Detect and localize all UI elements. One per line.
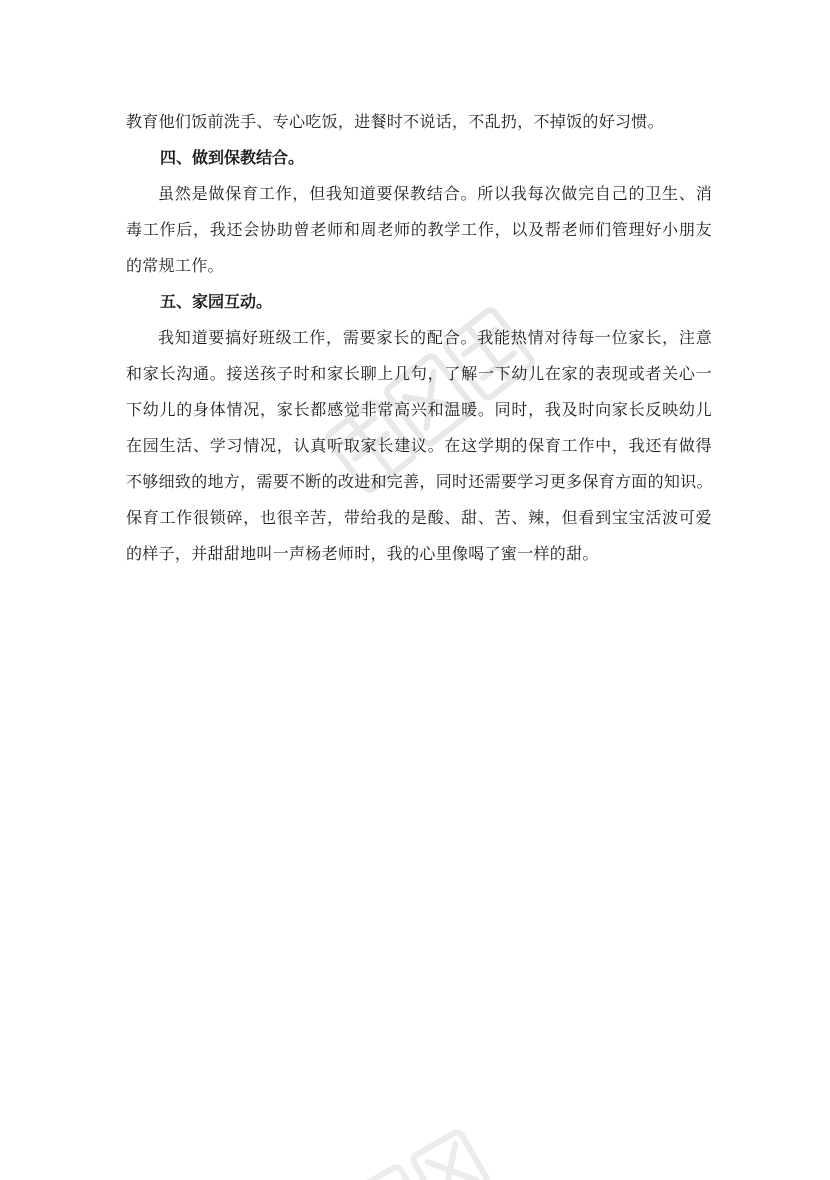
paragraph-line: 教育他们饭前洗手、专心吃饭，进餐时不说话，不乱扔，不掉饭的好习惯。 xyxy=(126,112,664,131)
section-heading-4: 四、做到保教结合。 xyxy=(160,148,305,167)
section-heading-5: 五、家园互动。 xyxy=(160,292,273,311)
paragraph-line: 虽然是做保育工作，但我知道要保教结合。所以我每次做完自己的卫生、消 xyxy=(158,184,712,203)
document-body xyxy=(126,104,712,572)
paragraph-line: 保育工作很锁碎，也很辛苦，带给我的是酸、甜、苦、辣，但看到宝宝活波可爱 xyxy=(126,508,712,527)
paragraph-line: 我知道要搞好班级工作，需要家长的配合。我能热情对待每一位家长，注意 xyxy=(158,328,712,347)
paragraph-line: 在园生活、学习情况，认真听取家长建议。在这学期的保育工作中，我还有做得 xyxy=(126,436,712,455)
paragraph-line: 的常规工作。 xyxy=(126,256,224,275)
paragraph-line: 毒工作后，我还会协助曾老师和周老师的教学工作，以及帮老师们管理好小朋友 xyxy=(126,220,712,239)
watermark-mark-bottom xyxy=(320,1110,540,1180)
paragraph-line: 下幼儿的身体情况，家长都感觉非常高兴和温暖。同时，我及时向家长反映幼儿 xyxy=(126,400,712,419)
paragraph-line: 不够细致的地方，需要不断的改进和完善，同时还需要学习更多保育方面的知识。 xyxy=(126,472,713,491)
paragraph-line: 和家长沟通。接送孩子时和家长聊上几句，了解一下幼儿在家的表现或者关心一 xyxy=(126,364,712,383)
paragraph-line: 的样子，并甜甜地叫一声杨老师时，我的心里像喝了蜜一样的甜。 xyxy=(126,544,599,563)
